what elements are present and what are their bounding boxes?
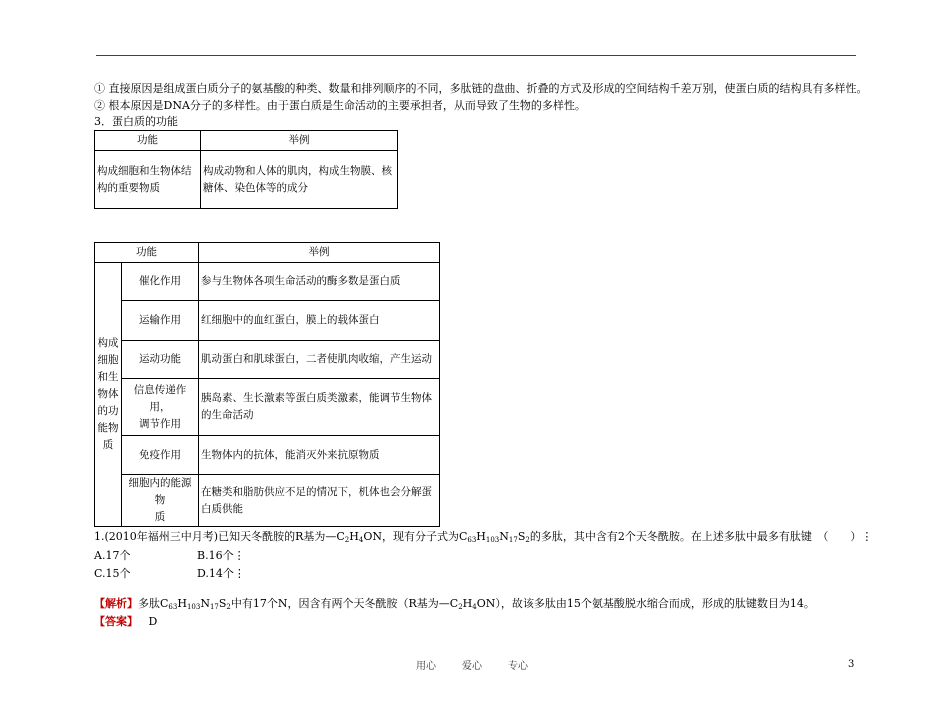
- example-line: 的生命活动: [201, 409, 254, 421]
- table2-row-function: [122, 379, 199, 436]
- section-heading: 3．蛋白质的功能: [94, 115, 178, 128]
- protein-function-table-detailed: [94, 242, 440, 527]
- table2-group-label: [95, 263, 122, 527]
- table1-header-function: 功能: [95, 131, 201, 151]
- table2-header-example: 举例: [199, 243, 440, 263]
- table2-row-example: 红细胞中的血红蛋白，膜上的载体蛋白: [199, 301, 440, 341]
- analysis-label: 【解析】: [94, 597, 138, 610]
- table2-row-function: 催化作用: [122, 263, 199, 301]
- table2-row-example: [199, 475, 440, 527]
- function-line: 细胞内的能源物: [128, 477, 192, 506]
- table2-row-example: 参与生物体各项生命活动的酶多数是蛋白质: [199, 263, 440, 301]
- analysis-line: 【解析】多肽$C_{63}H_{103}N_{17}S_2$中有17个N，因含有两个天冬酰胺（R基为$—C_2H_4ON$），故该多肽由15个氨基酸脱水缩合而成，形成的肽键数目为14。: [94, 597, 815, 611]
- option-c: C.15个: [94, 567, 131, 580]
- answer-line: [94, 615, 157, 629]
- group-label-line: 构成: [97, 337, 119, 349]
- footer-word: 专心: [508, 661, 528, 672]
- table2-row-example: [199, 379, 440, 436]
- example-line: 在糖类和脂肪供应不足的情况下，机体也会分解蛋: [201, 485, 432, 498]
- paragraph-direct-cause: ① 直接原因是组成蛋白质分子的氨基酸的种类、数量和排列顺序的不同，多肽链的盘曲、折叠的方式及形成的空间结构千差万别，使蛋白质的结构具有多样性。: [94, 82, 868, 95]
- table2-header-function: 功能: [95, 243, 199, 263]
- option-a: A.17个: [94, 549, 131, 562]
- protein-function-table-simple: [94, 130, 398, 209]
- group-label-line: 物体: [97, 388, 119, 400]
- example-line: 胰岛素、生长激素等蛋白质类激素，能调节生物体: [201, 392, 432, 404]
- table1-cell-example: [201, 151, 398, 209]
- table2-row-function: 运动功能: [122, 341, 199, 379]
- question-stem: 1.(2010年福州三中月考)已知天冬酰胺的R基为$—C_2H_4ON$，现有分子式为$C_{63}H_{103}N_{17}S_2$的多肽，其中含有2个天冬酰胺。在上述多肽中最多有肽键 （ ）⋮: [94, 530, 873, 544]
- footer-word: 用心: [416, 661, 436, 672]
- option-d: D.14个⋮: [197, 567, 245, 580]
- table1-function-line: 构成细胞和生物体结: [97, 164, 192, 177]
- table2-row-function: [122, 475, 199, 527]
- example-line: 白质供能: [201, 502, 243, 515]
- answer-label: 【答案】: [94, 615, 138, 628]
- table2-row-function: 免疫作用: [122, 436, 199, 475]
- function-line: 调节作用: [139, 417, 181, 430]
- footer-motto: [416, 657, 554, 672]
- table1-cell-function: [95, 151, 201, 209]
- option-b: B.16个⋮: [197, 549, 245, 562]
- table1-example-line: 糖体、染色体等的成分: [203, 181, 308, 194]
- group-label-line: 质: [102, 439, 114, 451]
- group-label-line: 细胞: [97, 354, 119, 366]
- group-label-line: 的功: [97, 405, 119, 417]
- header-rule: [96, 55, 856, 56]
- table1-example-line: 构成动物和人体的肌肉，构成生物膜、核: [203, 164, 392, 177]
- table2-row-function: 运输作用: [122, 301, 199, 341]
- function-line: 信息传递作用，: [133, 383, 187, 413]
- function-line: 质: [154, 511, 166, 523]
- footer-word: 爱心: [462, 661, 482, 672]
- table1-function-line: 构的重要物质: [97, 181, 160, 194]
- paragraph-root-cause: ② 根本原因是DNA分子的多样性。由于蛋白质是生命活动的主要承担者，从而导致了生物的多样性。: [94, 99, 586, 112]
- answer-value: D: [148, 615, 158, 628]
- table1-header-example: 举例: [201, 131, 398, 151]
- group-label-line: 和生: [97, 371, 119, 383]
- table2-row-example: 生物体内的抗体，能消灭外来抗原物质: [199, 436, 440, 475]
- page-number: 3: [848, 659, 855, 670]
- table2-row-example: 肌动蛋白和肌球蛋白，二者使肌肉收缩，产生运动: [199, 341, 440, 379]
- group-label-line: 能物: [97, 422, 119, 434]
